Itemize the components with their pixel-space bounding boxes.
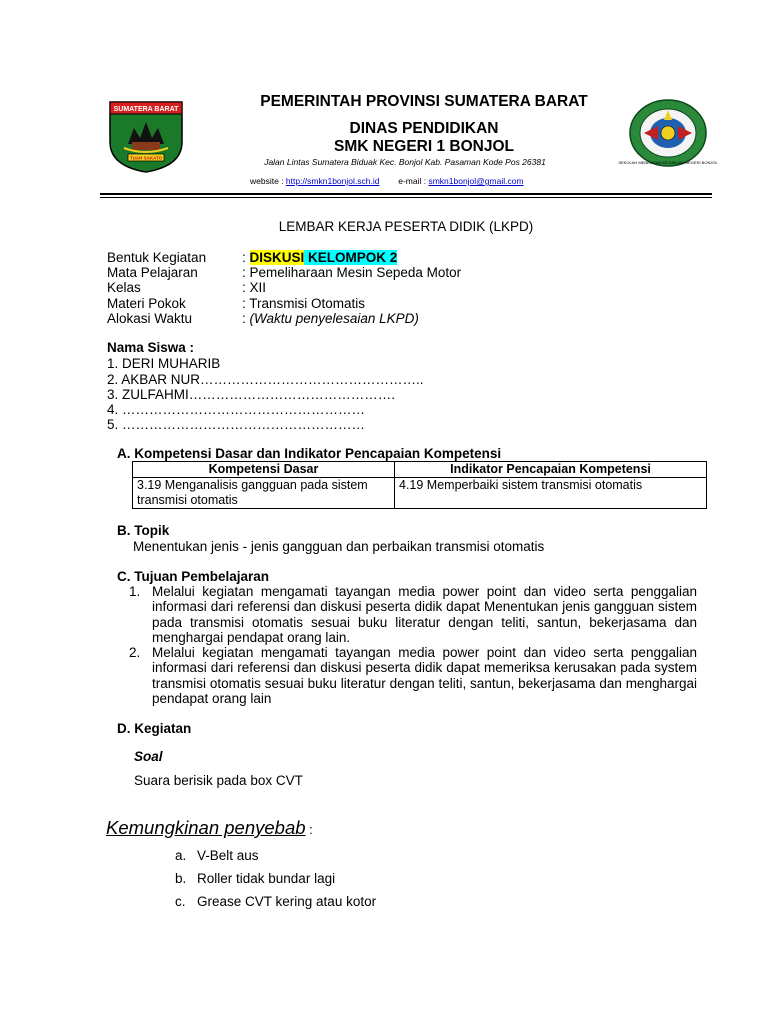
section-d-title: D. Kegiatan	[117, 721, 192, 736]
sumatera-barat-emblem	[106, 98, 186, 174]
website-label: website :	[250, 176, 286, 186]
cause-text: Grease CVT kering atau kotor	[197, 894, 377, 909]
header-line-2: DINAS PENDIDIKAN	[349, 120, 499, 137]
objective-number: 2.	[129, 645, 141, 661]
website-link[interactable]: http://smkn1bonjol.sch.id	[285, 176, 380, 186]
email-label: e-mail :	[398, 176, 429, 186]
competency-table	[132, 461, 707, 509]
section-b-text: Menentukan jenis - jenis gangguan dan perbaikan transmisi otomatis	[133, 539, 545, 554]
info-value: (Waktu penyelesaian LKPD)	[249, 311, 419, 326]
table-row	[133, 478, 707, 509]
info-value: : Transmisi Otomatis	[242, 296, 366, 311]
soal-label: Soal	[134, 749, 163, 764]
header-divider	[100, 193, 712, 198]
student-row: 1. DERI MUHARIB	[107, 356, 221, 371]
cause-item	[175, 894, 376, 909]
info-label: Kelas	[107, 280, 141, 295]
header-line-3: SMK NEGERI 1 BONJOL	[334, 138, 514, 155]
info-label: Bentuk Kegiatan	[107, 250, 207, 265]
info-value: : Pemeliharaan Mesin Sepeda Motor	[242, 265, 462, 280]
cause-text: Roller tidak bundar lagi	[197, 871, 336, 886]
bentuk-kelompok: KELOMPOK 2	[304, 250, 398, 265]
objectives-list	[129, 584, 697, 706]
email-link[interactable]: smkn1bonjol@gmail.com	[428, 176, 524, 186]
objective-number: 1.	[129, 584, 141, 599]
objective-item	[129, 645, 697, 706]
info-separator: :	[242, 311, 250, 326]
contact-line	[250, 176, 524, 186]
cause-marker: c.	[175, 894, 186, 909]
kemungkinan-title: Kemungkinan penyebab	[106, 817, 306, 838]
info-row-kelas	[107, 280, 266, 296]
cause-item	[175, 871, 335, 886]
soal-text: Suara berisik pada box CVT	[134, 773, 303, 788]
cause-marker: b.	[175, 871, 187, 886]
info-label: Mata Pelajaran	[107, 265, 198, 280]
section-b-title: B. Topik	[117, 523, 170, 538]
emblem-motto-text: TUAH SAKATO	[129, 155, 163, 161]
info-row-bentuk	[107, 250, 397, 266]
info-label: Materi Pokok	[107, 296, 186, 311]
cause-text: V-Belt aus	[197, 848, 259, 863]
section-a-title: A. Kompetensi Dasar dan Indikator Pencapaian Kompetensi	[117, 446, 502, 461]
table-cell-ipk: 4.19 Memperbaiki sistem transmisi otomatis	[395, 478, 707, 509]
info-separator: :	[242, 250, 250, 265]
info-row-materi	[107, 296, 365, 312]
table-header-row	[133, 462, 707, 478]
objective-text: Melalui kegiatan mengamati tayangan media power point dan video serta penggalian informasi dari referensi dan diskusi peserta didik dapat Menentukan jenis gangguan sistem pada transmisi otomatis sesuai buku literatur dengan teliti, santun, bekerjasama dan menghargai pendapat orang lain.	[152, 584, 697, 645]
info-value: : XII	[242, 280, 267, 295]
student-row: 4. ………………………………………………	[107, 402, 366, 417]
cause-item	[175, 848, 259, 863]
objective-text: Melalui kegiatan mengamati tayangan media power point dan video serta penggalian informasi dari referensi dan diskusi peserta didik dapat memeriksa kerusakan pada system transmisi otomatis sesuai buku literatur dengan teliti, santun, bekerjasama dan menghargai pendapat orang lain	[152, 645, 697, 707]
nama-siswa-title: Nama Siswa :	[107, 340, 195, 355]
table-header-ipk: Indikator Pencapaian Kompetensi	[395, 462, 707, 478]
section-c-title: C. Tujuan Pembelajaran	[117, 569, 270, 584]
kemungkinan-colon: :	[305, 822, 313, 837]
header-line-1: PEMERINTAH PROVINSI SUMATERA BARAT	[260, 93, 588, 110]
kemungkinan-heading	[106, 817, 313, 839]
student-row: 5. ………………………………………………	[107, 417, 366, 432]
document-title: LEMBAR KERJA PESERTA DIDIK (LKPD)	[278, 219, 534, 234]
bentuk-diskusi: DISKUSI	[249, 250, 305, 265]
student-row: 2. AKBAR NUR…………………………………………..	[107, 372, 424, 387]
emblem-top-text: SUMATERA BARAT	[113, 106, 179, 113]
school-address: Jalan Lintas Sumatera Biduak Kec. Bonjol Kab. Pasaman Kode Pos 26381	[264, 157, 546, 167]
school-emblem-text: SEKOLAH MENENGAH KEJURUAN NEGERI BONJOL	[618, 160, 718, 165]
info-row-mapel	[107, 265, 461, 281]
student-row: 3. ZULFAHMI……………………………………….	[107, 387, 396, 402]
table-header-kd: Kompetensi Dasar	[133, 462, 395, 478]
info-row-alokasi	[107, 311, 419, 327]
objective-item	[129, 584, 697, 645]
cause-marker: a.	[175, 848, 187, 863]
table-cell-kd: 3.19 Menganalisis gangguan pada sistem transmisi otomatis	[133, 478, 395, 509]
info-label: Alokasi Waktu	[107, 311, 193, 326]
